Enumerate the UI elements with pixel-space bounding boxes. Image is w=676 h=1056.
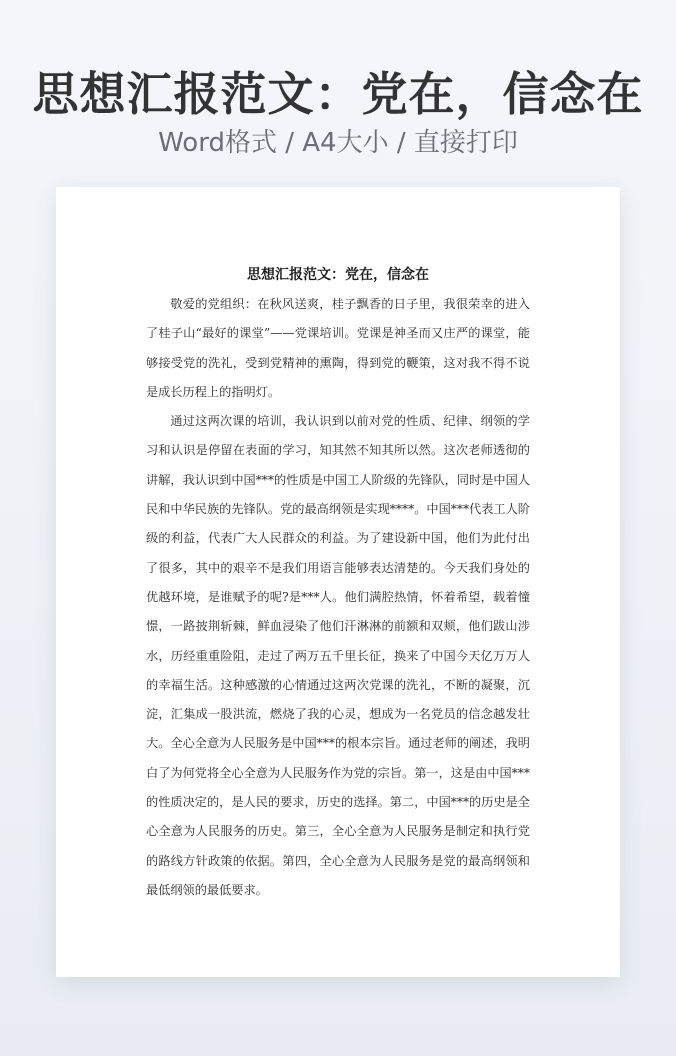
document-page [56, 187, 620, 977]
main-title: 思想汇报范文：党在，信念在 [32, 67, 644, 121]
document-body [146, 290, 530, 905]
paragraph: 通过这两次课的培训，我认识到以前对党的性质、纪律、纲领的学习和认识是停留在表面的学习，知其然不知其所以然。这次老师透彻的讲解，我认识到中国***的性质是中国工人阶级的先锋队，同时是中国人民和中华民族的先锋队。党的最高纲领是实现****。中国***代表工人阶级的利益，代表广大人民群众的利益。为了建设新中国，他们为此付出了很多，其中的艰辛不是我们用语言能够表达清楚的。今天我们身处的优越环境，是谁赋予的呢?是***人。他们满腔热情，怀着希望，载着憧憬，一路披荆斩棘，鲜血浸染了他们汗淋淋的前额和双颊，他们跋山涉水，历经重重险阻，走过了两万五千里长征，换来了中国今天亿万万人的幸福生活。这种感激的心情通过这两次党课的洗礼，不断的凝聚，沉淀，汇集成一股洪流，燃烧了我的心灵，想成为一名党员的信念越发壮大。全心全意为人民服务是中国***的根本宗旨。通过老师的阐述，我明白了为何党将全心全意为人民服务作为党的宗旨。第一，这是由中国***的性质决定的，是人民的要求，历史的选择。第二，中国***的历史是全心全意为人民服务的历史。第三，全心全意为人民服务是制定和执行党的路线方针政策的依据。第四，全心全意为人民服务是党的最高纲领和最低纲领的最低要求。 [146, 414, 530, 897]
paragraph: 敬爱的党组织：在秋风送爽，桂子飘香的日子里，我很荣幸的进入了桂子山“最好的课堂”——党课培训。党课是神圣而又庄严的课堂，能够接受党的洗礼，受到党精神的熏陶，得到党的鞭策，这对我不得不说是成长历程上的指明灯。 [146, 297, 530, 399]
document-title: 思想汇报范文：党在，信念在 [247, 267, 429, 283]
subtitle: Word格式 / A4大小 / 直接打印 [158, 128, 518, 158]
header [0, 64, 676, 160]
